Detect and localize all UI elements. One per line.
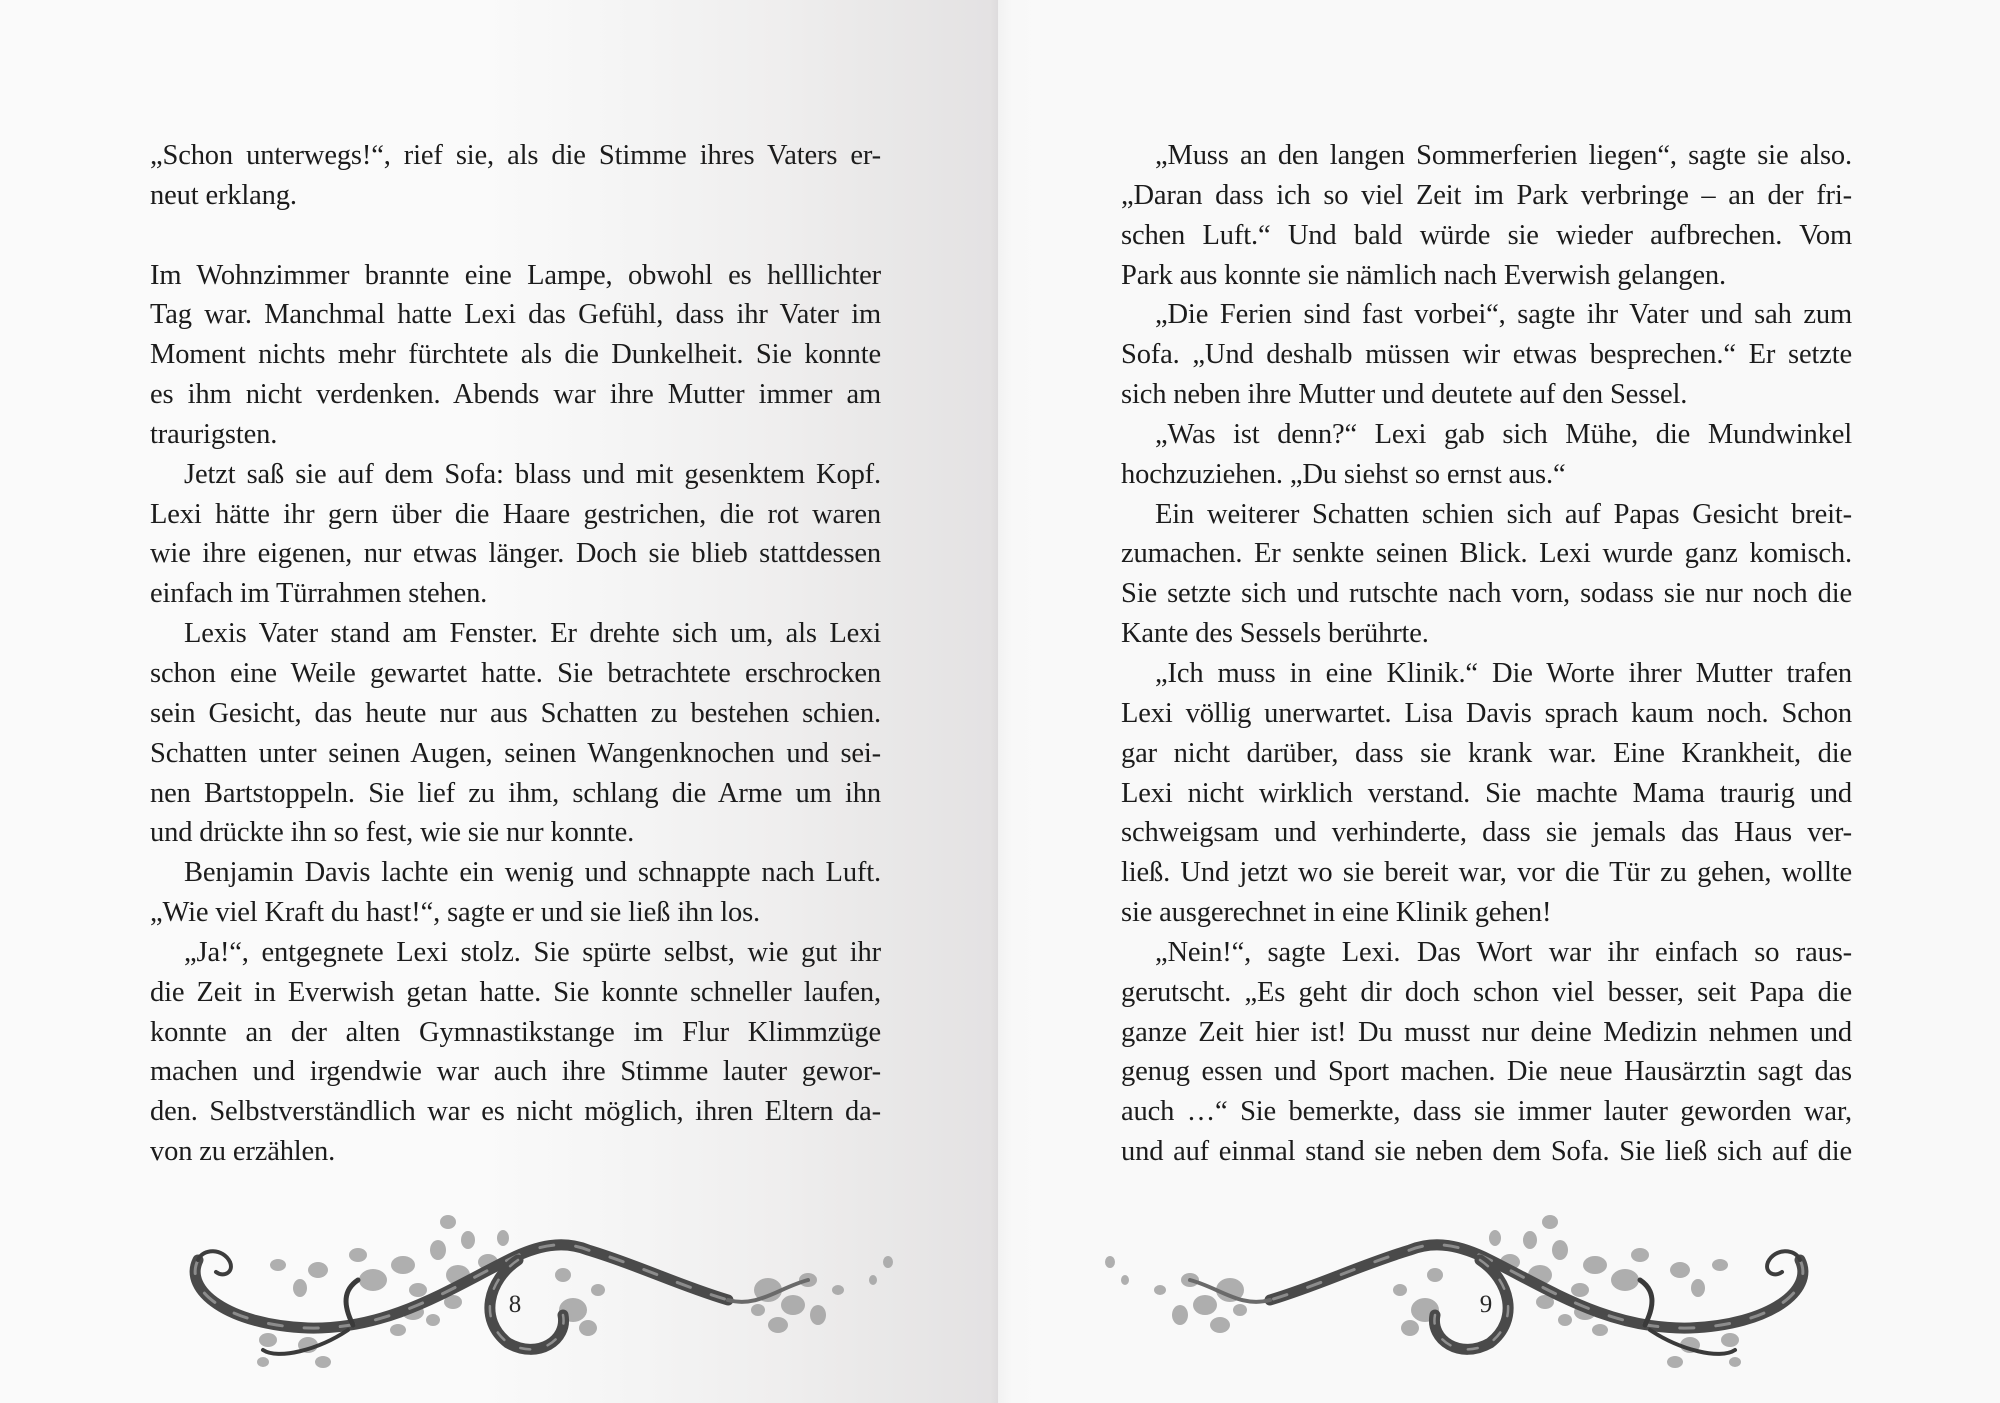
- text-line: Park aus konnte sie nämlich nach Everwish gelangen.: [1121, 259, 1726, 291]
- text-line: „Schon unterwegs!“, rief sie, als die Stimme ihres Vaters er-: [150, 140, 881, 171]
- text-line: Jetzt saß sie auf dem Sofa: blass und mit gesenktem Kopf.: [184, 458, 881, 490]
- text-line: machen und irgendwie war auch ihre Stimme lauter gewor-: [150, 1056, 881, 1088]
- text-line: Lexi nicht wirklich verstand. Sie machte Mama traurig und: [1121, 777, 1852, 809]
- text-line: Sie setzte sich und rutschte nach vorn, sodass sie nur noch die: [1121, 578, 1852, 610]
- text-line: Benjamin Davis lachte ein wenig und schnappte nach Luft.: [184, 857, 881, 889]
- right-page: [998, 0, 2000, 1403]
- text-line: Schatten unter seinen Augen, seinen Wangenknochen und sei-: [150, 737, 881, 769]
- text-line: Lexi völlig unerwartet. Lisa Davis sprach kaum noch. Schon: [1121, 697, 1852, 729]
- left-page: [0, 0, 998, 1403]
- text-line: Lexi hätte ihr gern über die Haare gestrichen, die rot waren: [150, 498, 881, 530]
- swirl-ornament-icon: [168, 1210, 908, 1390]
- left-page-text: [150, 136, 881, 1172]
- text-line: von zu erzählen.: [150, 1136, 336, 1168]
- text-line: Moment nichts mehr fürchtete als die Dunkelheit. Sie konnte: [150, 339, 881, 371]
- text-line: genug essen und Sport machen. Die neue Hausärztin sagt das: [1121, 1056, 1852, 1088]
- text-line: Tag war. Manchmal hatte Lexi das Gefühl, dass ihr Vater im: [150, 299, 881, 331]
- text-line: sich neben ihre Mutter und deutete auf den Sessel.: [1121, 379, 1688, 411]
- text-line: Lexis Vater stand am Fenster. Er drehte sich um, als Lexi: [184, 618, 881, 650]
- text-line: nen Bartstoppeln. Sie lief zu ihm, schlang die Arme um ihn: [150, 777, 881, 809]
- text-line: traurigsten.: [150, 418, 278, 450]
- flourish-ornament-icon: [1090, 1210, 1830, 1390]
- text-line: wie ihre eigenen, nur etwas länger. Doch sie blieb stattdessen: [150, 538, 881, 570]
- text-line: „Ja!“, entgegnete Lexi stolz. Sie spürte selbst, wie gut ihr: [184, 936, 881, 968]
- page-number: 8: [508, 1291, 522, 1318]
- text-line: schen Luft.“ Und bald würde sie wieder aufbrechen. Vom: [1121, 219, 1852, 251]
- text-line: ganze Zeit hier ist! Du musst nur deine Medizin nehmen und: [1121, 1016, 1852, 1048]
- text-line: sein Gesicht, das heute nur aus Schatten zu bestehen schien.: [150, 697, 881, 729]
- text-line: den. Selbstverständlich war es nicht möglich, ihren Eltern da-: [150, 1096, 881, 1128]
- text-line: und auf einmal stand sie neben dem Sofa. Sie ließ sich auf die: [1121, 1136, 1852, 1168]
- text-line: „Wie viel Kraft du hast!“, sagte er und sie ließ ihn los.: [150, 897, 760, 929]
- swirl-ornament-icon: [1090, 1210, 1830, 1390]
- text-line: neut erklang.: [150, 179, 297, 211]
- text-line: konnte an der alten Gymnastikstange im Flur Klimmzüge: [150, 1016, 881, 1048]
- text-line: zumachen. Er senkte seinen Blick. Lexi wurde ganz komisch.: [1121, 538, 1852, 570]
- text-line: ließ. Und jetzt wo sie bereit war, vor die Tür zu gehen, wollte: [1121, 857, 1852, 889]
- right-page-text: [1121, 136, 1852, 1172]
- text-line: es ihm nicht verdenken. Abends war ihre Mutter immer am: [150, 379, 881, 411]
- text-line: Sofa. „Und deshalb müssen wir etwas besprechen.“ Er setzte: [1121, 339, 1852, 371]
- text-line: Ein weiterer Schatten schien sich auf Papas Gesicht breit-: [1155, 498, 1852, 530]
- blank-line: [150, 216, 881, 256]
- text-line: sie ausgerechnet in eine Klinik gehen!: [1121, 897, 1552, 929]
- text-line: „Nein!“, sagte Lexi. Das Wort war ihr einfach so raus-: [1155, 936, 1852, 968]
- text-line: hochzuziehen. „Du siehst so ernst aus.“: [1121, 458, 1566, 490]
- text-line: gerutscht. „Es geht dir doch schon viel besser, seit Papa die: [1121, 976, 1852, 1008]
- text-line: einfach im Türrahmen stehen.: [150, 578, 488, 610]
- text-line: gar nicht darüber, dass sie krank war. Eine Krankheit, die: [1121, 737, 1852, 769]
- text-line: Im Wohnzimmer brannte eine Lampe, obwohl es helllichter: [150, 259, 881, 291]
- page-number: 9: [1479, 1291, 1493, 1318]
- text-line: „Ich muss in eine Klinik.“ Die Worte ihrer Mutter trafen: [1155, 657, 1852, 689]
- text-line: „Was ist denn?“ Lexi gab sich Mühe, die Mundwinkel: [1155, 418, 1852, 450]
- text-line: „Daran dass ich so viel Zeit im Park verbringe – an der fri-: [1121, 179, 1852, 211]
- text-line: schweigsam und verhinderte, dass sie jemals das Haus ver-: [1121, 817, 1852, 849]
- text-line: die Zeit in Everwish getan hatte. Sie konnte schneller laufen,: [150, 976, 881, 1008]
- text-line: schon eine Weile gewartet hatte. Sie betrachtete erschrocken: [150, 657, 881, 689]
- text-line: Kante des Sessels berührte.: [1121, 618, 1429, 650]
- text-line: „Die Ferien sind fast vorbei“, sagte ihr Vater und sah zum: [1155, 299, 1852, 331]
- text-line: auch …“ Sie bemerkte, dass sie immer lauter geworden war,: [1121, 1096, 1852, 1128]
- flourish-ornament-icon: [168, 1210, 908, 1390]
- text-line: und drückte ihn so fest, wie sie nur konnte.: [150, 817, 635, 849]
- text-line: „Muss an den langen Sommerferien liegen“, sagte sie also.: [1155, 140, 1852, 171]
